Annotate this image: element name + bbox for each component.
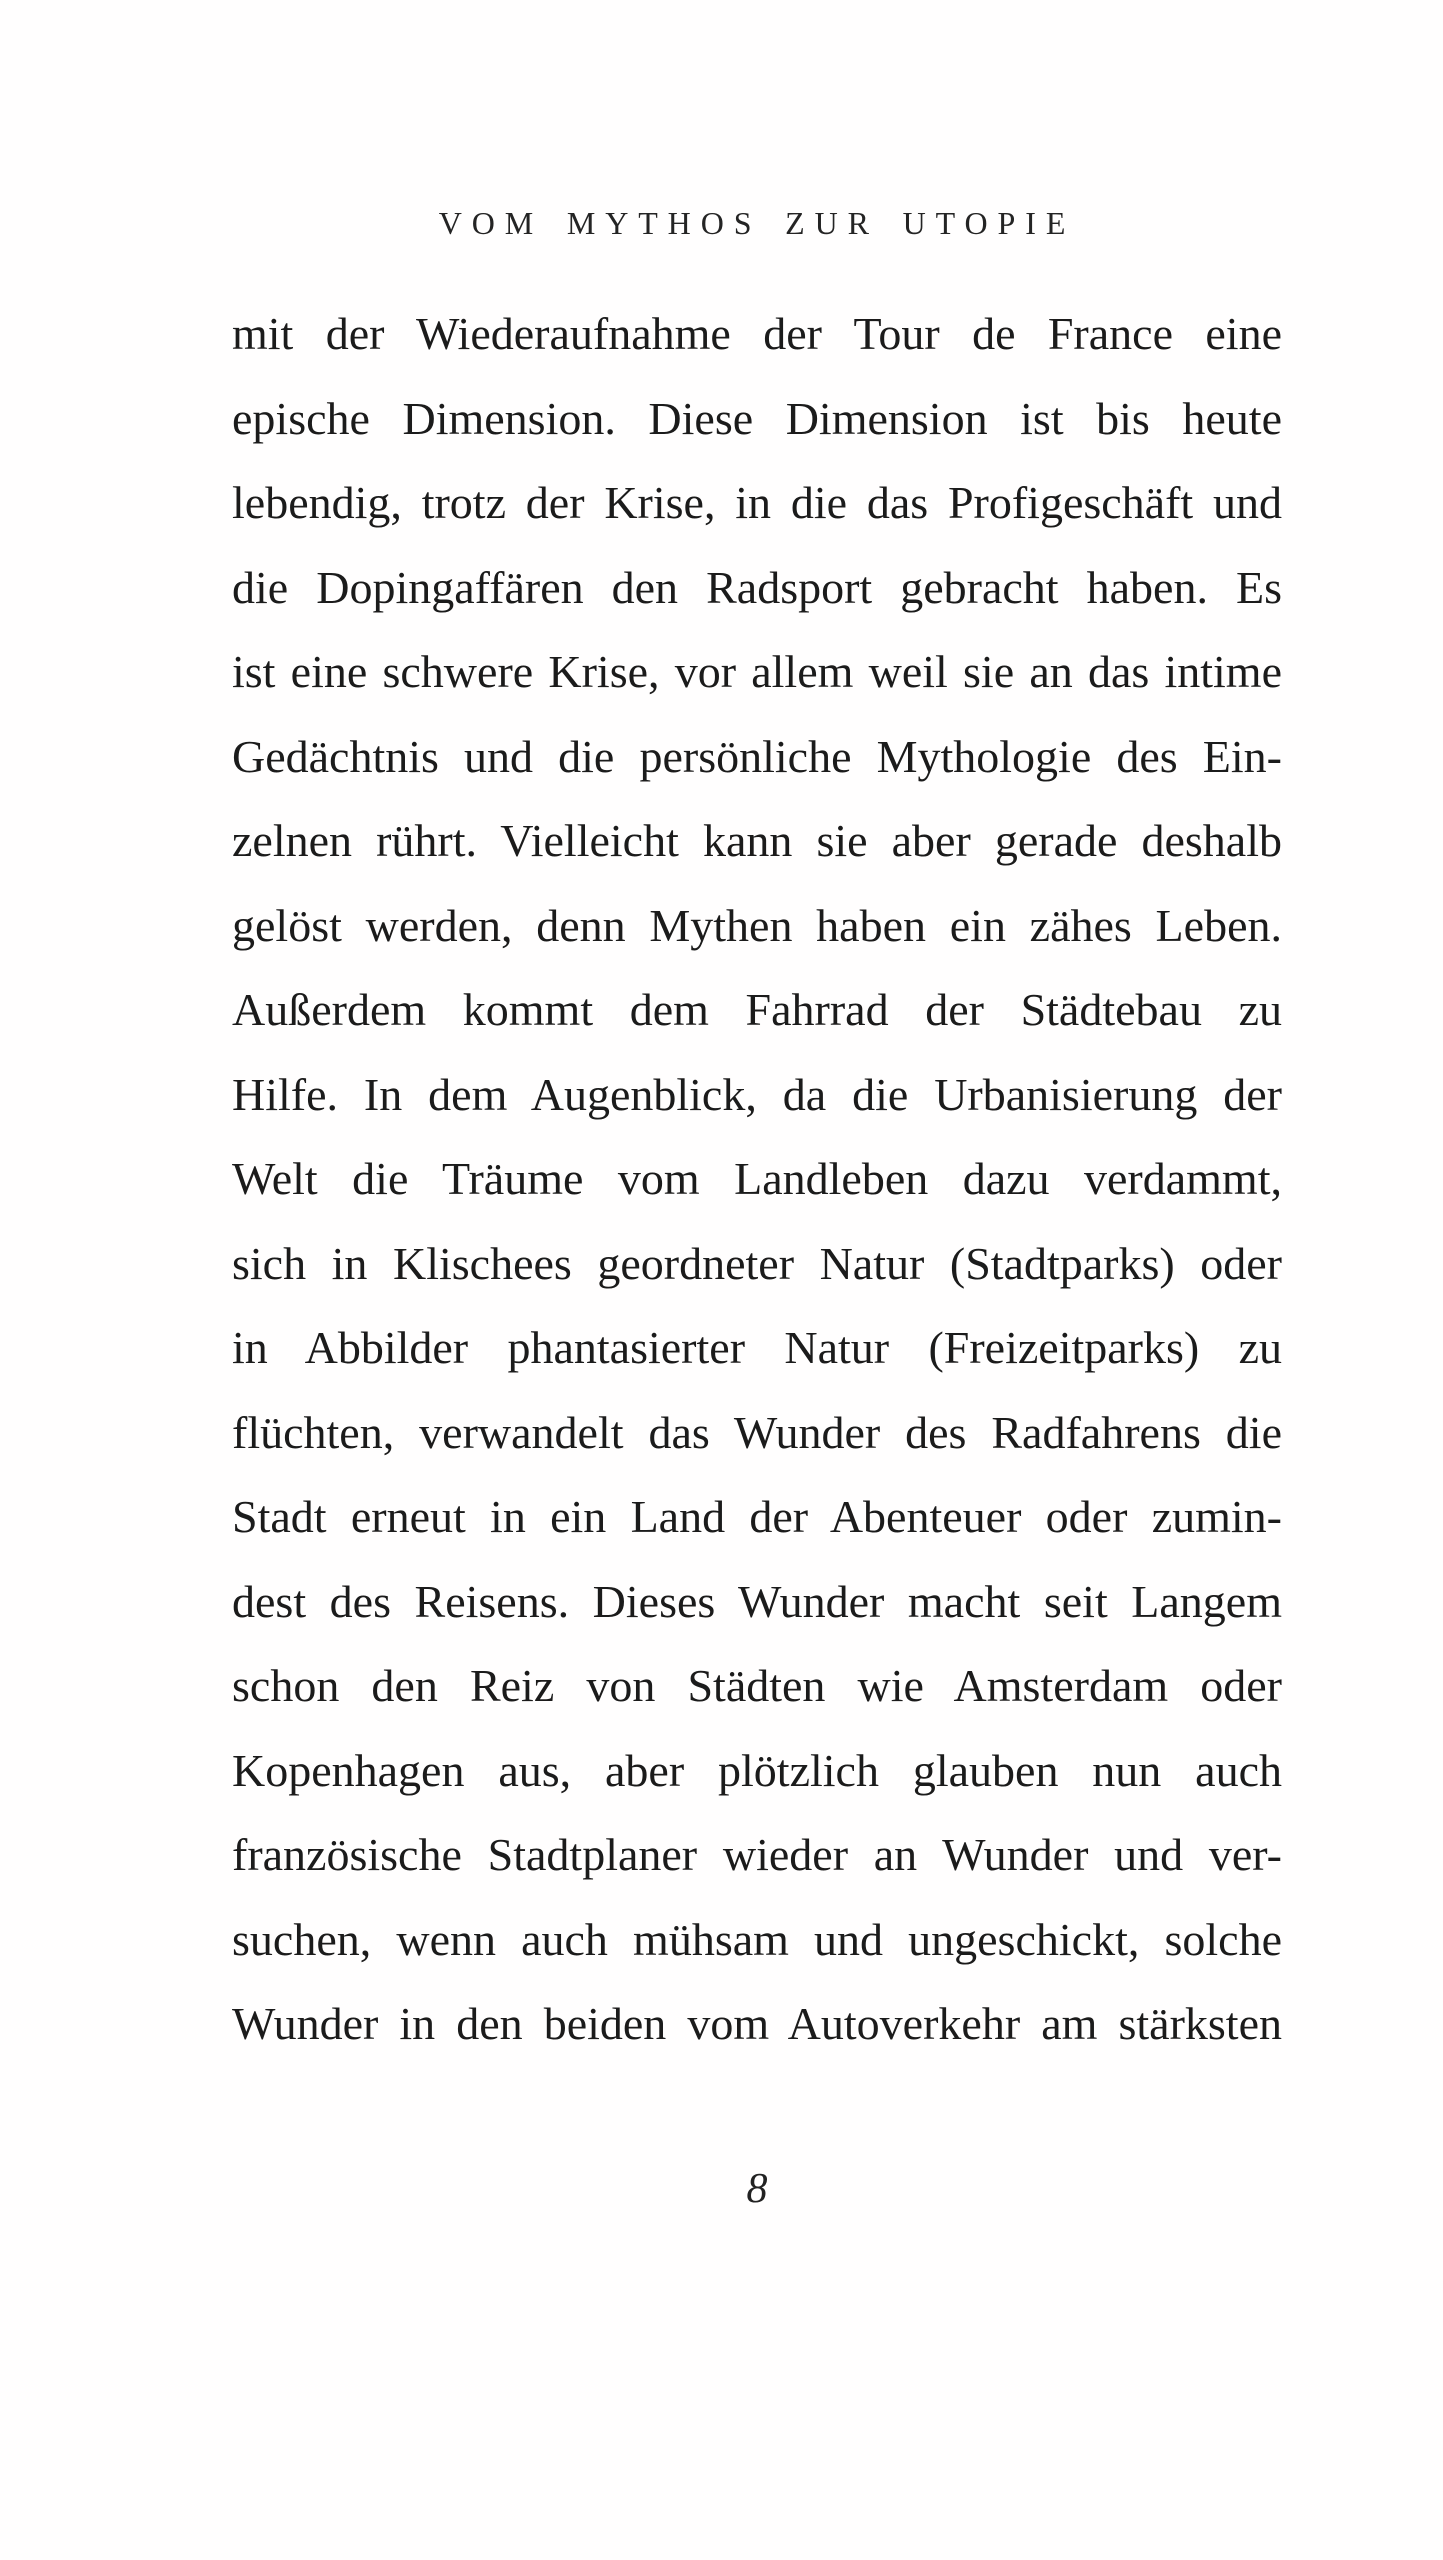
text-line: lebendig, trotz der Krise, in die das Profigeschäft und (232, 477, 1282, 528)
text-line: die Dopingaffären den Radsport gebracht haben. Es (232, 561, 1282, 613)
page-body (232, 292, 1282, 2067)
text-line: Außerdem kommt dem Fahrrad der Städtebau zu (232, 984, 1282, 1035)
text-line: mit der Wiederaufnahme der Tour de France eine (232, 308, 1282, 359)
text-line: Stadt erneut in ein Land der Abenteuer oder zumin- (232, 1491, 1282, 1542)
text-line: sich in Klischees geordneter Natur (Stadtparks) oder (232, 1237, 1282, 1289)
text-line: gelöst werden, denn Mythen haben ein zähes Leben. (232, 899, 1282, 951)
text-line: dest des Reisens. Dieses Wunder macht seit Langem (232, 1575, 1282, 1627)
running-header: VOM MYTHOS ZUR UTOPIE (438, 205, 1076, 241)
text-line: Gedächtnis und die persönliche Mythologie des Ein- (232, 730, 1282, 782)
text-line: Hilfe. In dem Augenblick, da die Urbanisierung der (232, 1068, 1282, 1120)
text-line: Kopenhagen aus, aber plötzlich glauben nun auch (232, 1744, 1282, 1796)
text-line: flüchten, verwandelt das Wunder des Radfahrens die (232, 1406, 1282, 1458)
text-line: schon den Reiz von Städten wie Amsterdam oder (232, 1660, 1282, 1711)
text-line: zelnen rührt. Vielleicht kann sie aber gerade deshalb (232, 815, 1282, 866)
text-line: französische Stadtplaner wieder an Wunder und ver- (232, 1829, 1282, 1880)
text-line: Welt die Träume vom Landleben dazu verdammt, (232, 1153, 1282, 1204)
page-number: 8 (746, 2166, 768, 2212)
text-line: ist eine schwere Krise, vor allem weil sie an das intime (232, 646, 1282, 697)
text-line: suchen, wenn auch mühsam und ungeschickt, solche (232, 1913, 1282, 1965)
text-line: Wunder in den beiden vom Autoverkehr am stärksten (232, 1998, 1282, 2049)
text-line: epische Dimension. Diese Dimension ist bis heute (232, 392, 1282, 444)
text-line: in Abbilder phantasierter Natur (Freizeitparks) zu (232, 1322, 1282, 1373)
